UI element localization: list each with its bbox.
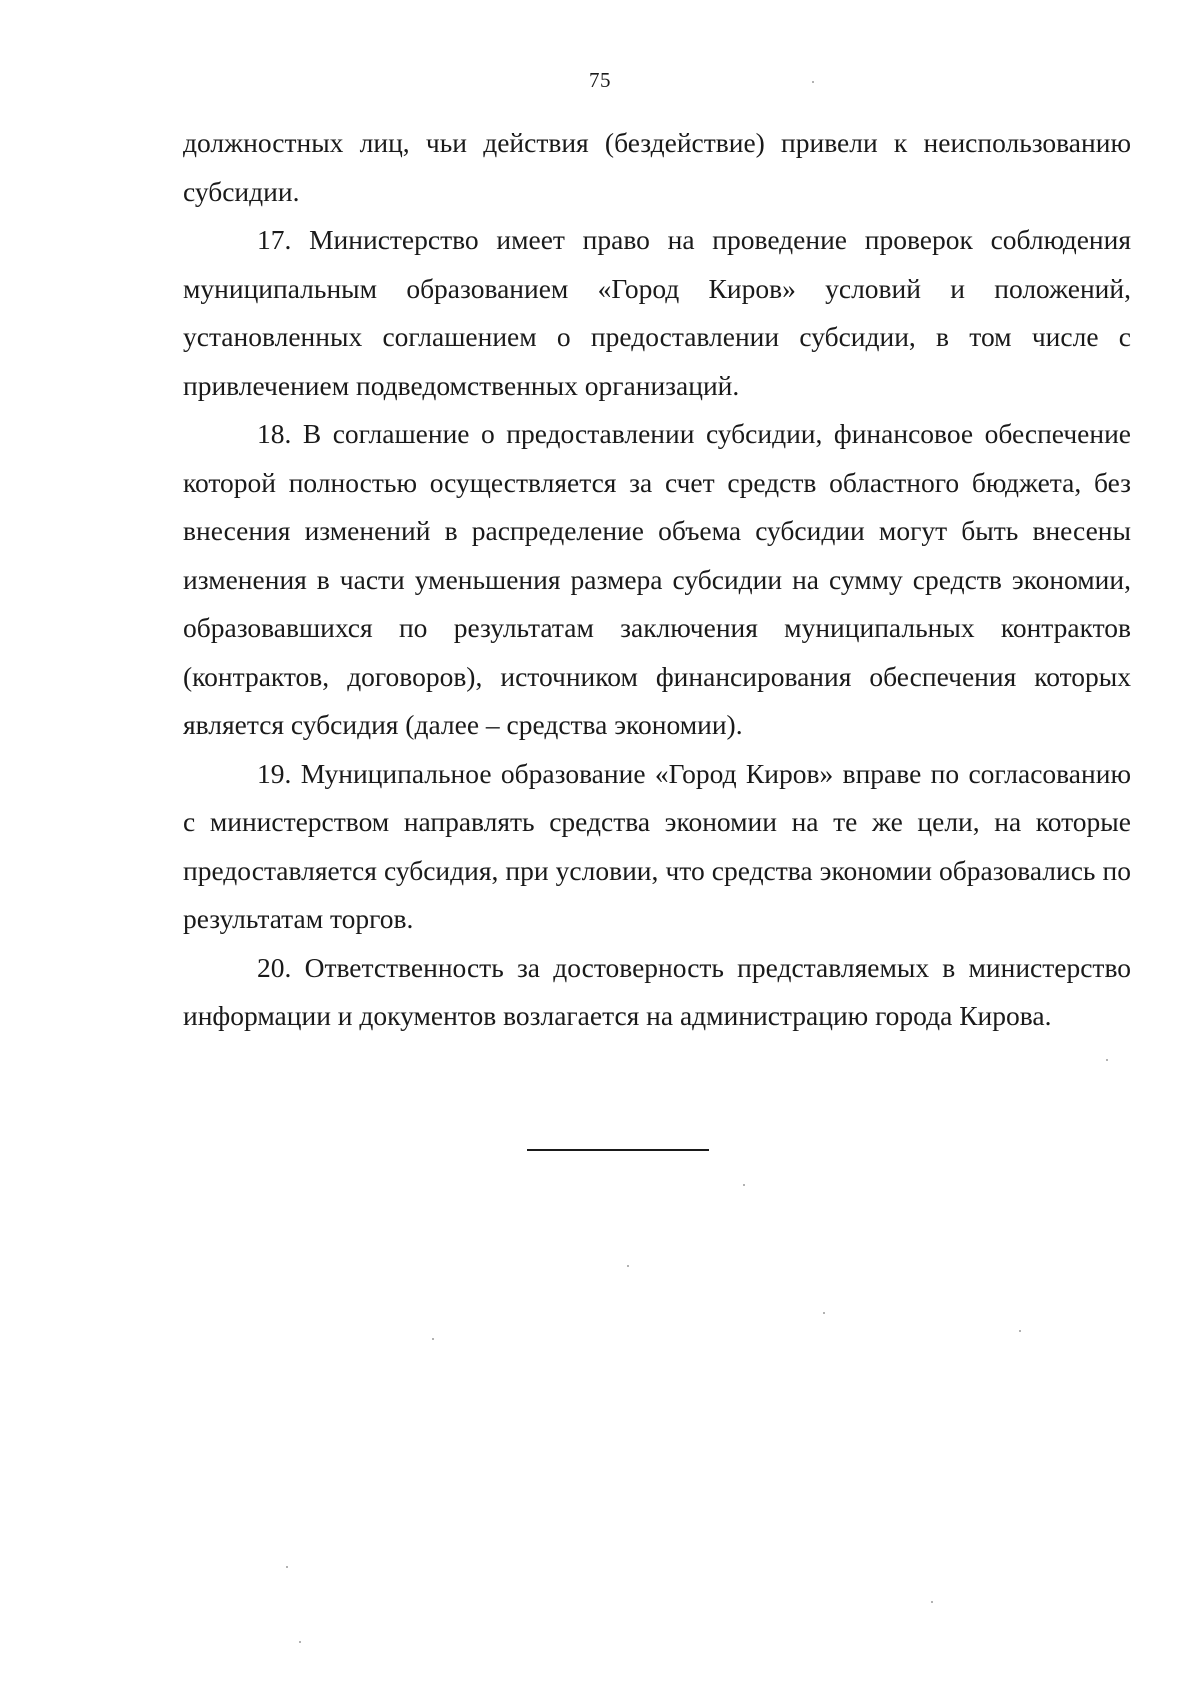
page-number: 75 xyxy=(589,68,611,92)
paragraph-item-19: 19. Муниципальное образование «Город Киров» вправе по согласованию с министерством направлять средства экономии на те же цели, на которые предоставляется субсидия, при условии, что средства экономии образовались по результатам торгов. xyxy=(183,757,1131,934)
scan-speck xyxy=(299,1641,301,1643)
paragraph-item-20: 20. Ответственность за достоверность представляемых в министерство информации и документов возлагается на администрацию города Кирова. xyxy=(183,951,1131,1031)
scan-speck xyxy=(743,1184,745,1186)
scan-speck xyxy=(1106,1059,1108,1061)
scan-speck xyxy=(286,1566,288,1568)
scan-speck xyxy=(931,1601,933,1603)
document-body xyxy=(183,119,1131,1041)
paragraph-continuation: должностных лиц, чьи действия (бездействие) привели к неиспользованию субсидии. xyxy=(183,127,1131,207)
scan-speck xyxy=(432,1338,434,1340)
scan-speck xyxy=(627,1265,629,1267)
scan-speck xyxy=(823,1312,825,1314)
end-separator-line xyxy=(527,1149,709,1151)
paragraph-item-18: 18. В соглашение о предоставлении субсидии, финансовое обеспечение которой полностью осуществляется за счет средств областного бюджета, без внесения изменений в распределение объема субсидии могут быть внесены изменения в части уменьшения размера субсидии на сумму средств экономии, образовавшихся по результатам заключения муниципальных контрактов (контрактов, договоров), источником финансирования обеспечения которых является субсидия (далее – средства экономии). xyxy=(183,418,1131,740)
paragraph-item-17: 17. Министерство имеет право на проведение проверок соблюдения муниципальным образованием «Город Киров» условий и положений, установленных соглашением о предоставлении субсидии, в том числе с привлечением подведомственных организаций. xyxy=(183,224,1131,401)
scan-speck xyxy=(1019,1330,1021,1332)
scan-speck xyxy=(812,81,814,83)
